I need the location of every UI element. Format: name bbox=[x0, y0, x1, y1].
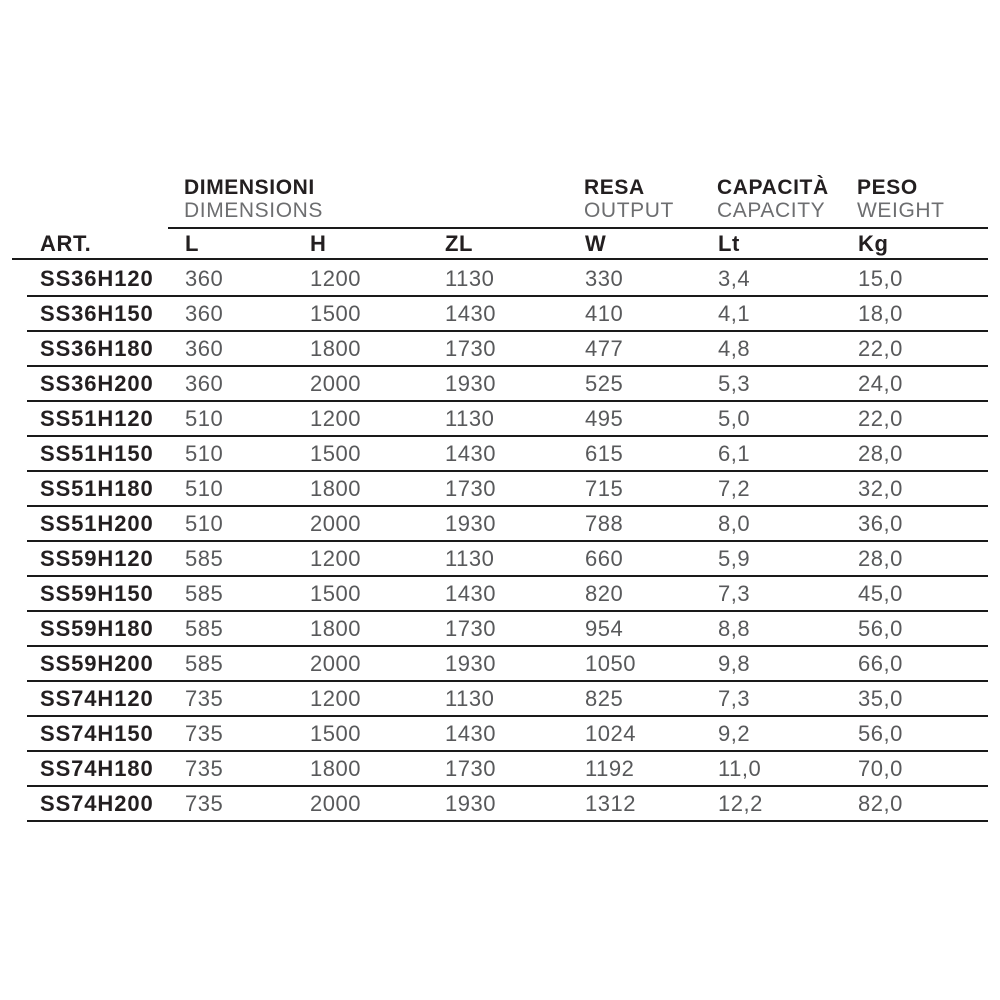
cell-art: SS59H200 bbox=[40, 650, 154, 676]
cell-lt: 5,3 bbox=[718, 370, 751, 396]
cell-kg: 28,0 bbox=[858, 440, 903, 466]
cell-art: SS36H120 bbox=[40, 265, 154, 291]
cell-l: 585 bbox=[185, 615, 224, 641]
group-label-it: PESO bbox=[857, 176, 918, 199]
cell-zl: 1930 bbox=[445, 370, 496, 396]
cell-w: 715 bbox=[585, 475, 624, 501]
cell-lt: 9,8 bbox=[718, 650, 751, 676]
cell-lt: 5,9 bbox=[718, 545, 751, 571]
cell-lt: 8,0 bbox=[718, 510, 751, 536]
cell-art: SS36H200 bbox=[40, 370, 154, 396]
cell-zl: 1430 bbox=[445, 300, 496, 326]
cell-h: 1200 bbox=[310, 685, 361, 711]
table-row bbox=[27, 647, 988, 682]
table-row bbox=[27, 577, 988, 612]
cell-kg: 82,0 bbox=[858, 790, 903, 816]
cell-kg: 22,0 bbox=[858, 405, 903, 431]
cell-h: 1500 bbox=[310, 300, 361, 326]
cell-art: SS59H150 bbox=[40, 580, 154, 606]
cell-l: 585 bbox=[185, 545, 224, 571]
cell-h: 2000 bbox=[310, 510, 361, 536]
cell-w: 1192 bbox=[585, 755, 635, 781]
cell-zl: 1730 bbox=[445, 755, 496, 781]
table-row bbox=[27, 472, 988, 507]
cell-l: 735 bbox=[185, 685, 224, 711]
cell-l: 735 bbox=[185, 720, 224, 746]
cell-h: 1200 bbox=[310, 545, 361, 571]
cell-kg: 56,0 bbox=[858, 615, 903, 641]
column-header-l: L bbox=[185, 230, 200, 256]
cell-lt: 4,8 bbox=[718, 335, 751, 361]
cell-zl: 1130 bbox=[445, 265, 495, 291]
table-header-row bbox=[12, 229, 988, 260]
table-row bbox=[27, 262, 988, 297]
table-row bbox=[27, 402, 988, 437]
cell-art: SS59H180 bbox=[40, 615, 154, 641]
cell-h: 1800 bbox=[310, 615, 361, 641]
column-header-lt: Lt bbox=[718, 230, 740, 256]
cell-l: 510 bbox=[185, 475, 224, 501]
cell-l: 360 bbox=[185, 370, 224, 396]
cell-kg: 66,0 bbox=[858, 650, 903, 676]
column-header-h: H bbox=[310, 230, 327, 256]
cell-kg: 56,0 bbox=[858, 720, 903, 746]
cell-art: SS59H120 bbox=[40, 545, 154, 571]
cell-lt: 7,2 bbox=[718, 475, 751, 501]
group-label-en: WEIGHT bbox=[857, 199, 945, 222]
cell-zl: 1730 bbox=[445, 475, 496, 501]
table-row bbox=[27, 682, 988, 717]
cell-h: 1500 bbox=[310, 440, 361, 466]
cell-w: 330 bbox=[585, 265, 624, 291]
cell-w: 660 bbox=[585, 545, 624, 571]
cell-l: 585 bbox=[185, 650, 224, 676]
group-label-en: CAPACITY bbox=[717, 199, 826, 222]
cell-kg: 18,0 bbox=[858, 300, 903, 326]
cell-w: 1312 bbox=[585, 790, 636, 816]
group-header-capacity bbox=[717, 176, 829, 222]
table-row bbox=[27, 787, 988, 822]
table-row bbox=[27, 717, 988, 752]
table-row bbox=[27, 507, 988, 542]
cell-zl: 1430 bbox=[445, 720, 496, 746]
group-label-it: CAPACITÀ bbox=[717, 176, 829, 199]
cell-w: 954 bbox=[585, 615, 624, 641]
cell-kg: 70,0 bbox=[858, 755, 903, 781]
table-body bbox=[27, 262, 988, 822]
column-header-kg: Kg bbox=[858, 230, 889, 256]
cell-h: 1800 bbox=[310, 755, 361, 781]
cell-h: 2000 bbox=[310, 650, 361, 676]
cell-art: SS74H180 bbox=[40, 755, 154, 781]
group-label-en: DIMENSIONS bbox=[184, 199, 324, 222]
cell-kg: 28,0 bbox=[858, 545, 903, 571]
cell-kg: 22,0 bbox=[858, 335, 903, 361]
table-row bbox=[27, 297, 988, 332]
cell-w: 825 bbox=[585, 685, 624, 711]
cell-w: 495 bbox=[585, 405, 624, 431]
cell-zl: 1430 bbox=[445, 580, 496, 606]
cell-w: 1050 bbox=[585, 650, 636, 676]
cell-l: 510 bbox=[185, 440, 224, 466]
cell-art: SS51H180 bbox=[40, 475, 154, 501]
cell-kg: 45,0 bbox=[858, 580, 903, 606]
cell-art: SS51H120 bbox=[40, 405, 154, 431]
cell-art: SS51H150 bbox=[40, 440, 154, 466]
column-header-w: W bbox=[585, 230, 607, 256]
cell-h: 2000 bbox=[310, 370, 361, 396]
cell-h: 1200 bbox=[310, 405, 361, 431]
cell-w: 1024 bbox=[585, 720, 636, 746]
cell-lt: 3,4 bbox=[718, 265, 751, 291]
table-row bbox=[27, 542, 988, 577]
group-header-dimensions bbox=[184, 176, 323, 222]
cell-lt: 11,0 bbox=[718, 755, 762, 781]
table-row bbox=[27, 332, 988, 367]
group-header-weight bbox=[857, 176, 945, 222]
group-label-it: DIMENSIONI bbox=[184, 176, 315, 199]
cell-h: 1800 bbox=[310, 335, 361, 361]
cell-h: 1500 bbox=[310, 580, 361, 606]
group-label-it: RESA bbox=[584, 176, 645, 199]
cell-lt: 5,0 bbox=[718, 405, 751, 431]
cell-zl: 1430 bbox=[445, 440, 496, 466]
cell-lt: 4,1 bbox=[718, 300, 751, 326]
cell-w: 788 bbox=[585, 510, 624, 536]
cell-zl: 1730 bbox=[445, 615, 496, 641]
cell-zl: 1930 bbox=[445, 510, 496, 536]
cell-kg: 24,0 bbox=[858, 370, 903, 396]
cell-kg: 15,0 bbox=[858, 265, 903, 291]
table-row bbox=[27, 612, 988, 647]
cell-l: 360 bbox=[185, 300, 224, 326]
cell-art: SS51H200 bbox=[40, 510, 154, 536]
cell-lt: 8,8 bbox=[718, 615, 751, 641]
table-row bbox=[27, 367, 988, 402]
cell-lt: 12,2 bbox=[718, 790, 763, 816]
cell-kg: 35,0 bbox=[858, 685, 903, 711]
cell-w: 820 bbox=[585, 580, 624, 606]
cell-zl: 1130 bbox=[445, 545, 495, 571]
table-row bbox=[27, 752, 988, 787]
cell-zl: 1730 bbox=[445, 335, 496, 361]
cell-h: 2000 bbox=[310, 790, 361, 816]
cell-art: SS36H180 bbox=[40, 335, 154, 361]
cell-zl: 1930 bbox=[445, 650, 496, 676]
cell-kg: 36,0 bbox=[858, 510, 903, 536]
cell-l: 510 bbox=[185, 405, 224, 431]
cell-lt: 7,3 bbox=[718, 580, 751, 606]
cell-art: SS74H150 bbox=[40, 720, 154, 746]
cell-lt: 6,1 bbox=[718, 440, 751, 466]
cell-art: SS74H200 bbox=[40, 790, 154, 816]
table-row bbox=[27, 437, 988, 472]
cell-w: 477 bbox=[585, 335, 624, 361]
cell-kg: 32,0 bbox=[858, 475, 903, 501]
cell-lt: 7,3 bbox=[718, 685, 751, 711]
cell-h: 1500 bbox=[310, 720, 361, 746]
cell-l: 510 bbox=[185, 510, 224, 536]
column-header-zl: ZL bbox=[445, 230, 474, 256]
cell-w: 525 bbox=[585, 370, 624, 396]
column-header-art: ART. bbox=[40, 230, 92, 256]
cell-zl: 1930 bbox=[445, 790, 496, 816]
cell-l: 360 bbox=[185, 335, 224, 361]
cell-l: 735 bbox=[185, 755, 224, 781]
cell-zl: 1130 bbox=[445, 405, 495, 431]
cell-lt: 9,2 bbox=[718, 720, 751, 746]
cell-l: 585 bbox=[185, 580, 224, 606]
cell-w: 410 bbox=[585, 300, 624, 326]
cell-w: 615 bbox=[585, 440, 624, 466]
cell-h: 1800 bbox=[310, 475, 361, 501]
cell-l: 360 bbox=[185, 265, 224, 291]
cell-art: SS36H150 bbox=[40, 300, 154, 326]
cell-art: SS74H120 bbox=[40, 685, 154, 711]
cell-l: 735 bbox=[185, 790, 224, 816]
group-header-output bbox=[584, 176, 674, 222]
cell-zl: 1130 bbox=[445, 685, 495, 711]
group-label-en: OUTPUT bbox=[584, 199, 674, 222]
cell-h: 1200 bbox=[310, 265, 361, 291]
